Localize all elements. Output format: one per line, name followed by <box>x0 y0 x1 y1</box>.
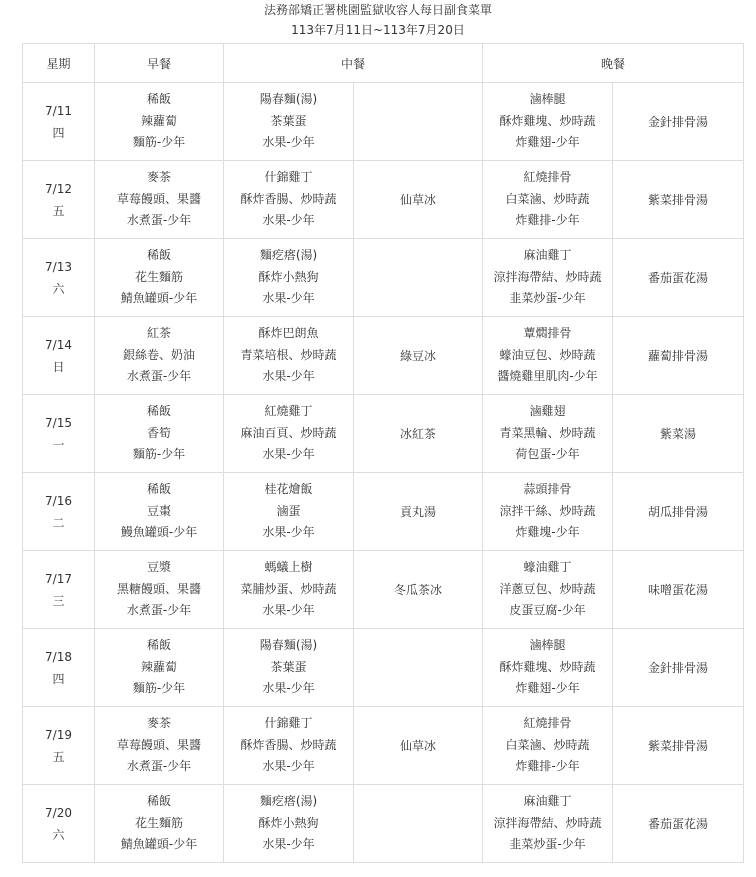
lunch-cell-list <box>224 89 353 154</box>
soup-cell: 金針排骨湯 <box>613 629 744 707</box>
page-header <box>0 0 756 40</box>
lunch-cell <box>224 161 354 239</box>
date-label: 7/15 <box>45 415 72 430</box>
menu-item: 紅燒雞丁 <box>264 404 313 419</box>
menu-item: 麻油雞丁 <box>523 248 572 263</box>
lunch-extra-cell <box>354 785 483 863</box>
table-row <box>23 395 744 473</box>
menu-item: 滷棒腿 <box>529 92 566 107</box>
menu-item: 稀飯 <box>146 248 171 263</box>
date-label: 7/14 <box>45 337 72 352</box>
menu-item: 白菜滷、炒時蔬 <box>505 737 590 752</box>
menu-item: 青菜黑輪、炒時蔬 <box>499 425 596 440</box>
menu-item: 韭菜炒蛋-少年 <box>509 291 586 306</box>
weekday-label: 四 <box>52 671 65 686</box>
menu-item: 什錦雞丁 <box>264 170 313 185</box>
breakfast-cell <box>95 161 224 239</box>
lunch-extra-cell: 冬瓜茶冰 <box>354 551 483 629</box>
menu-item: 豆棗 <box>146 503 171 518</box>
menu-item: 蒜頭排骨 <box>523 482 572 497</box>
lunch-cell-list <box>224 713 353 778</box>
breakfast-cell <box>95 317 224 395</box>
dinner-cell-list <box>483 323 612 388</box>
dinner-cell <box>483 161 613 239</box>
day-block <box>23 178 94 222</box>
menu-item: 紅茶 <box>146 326 171 341</box>
menu-item: 麵筋-少年 <box>132 135 186 150</box>
menu-item: 黑糖饅頭、果醬 <box>116 581 201 596</box>
lunch-cell <box>224 239 354 317</box>
menu-item: 水果-少年 <box>262 603 315 618</box>
weekday-label: 一 <box>52 437 65 452</box>
table-row <box>23 785 744 863</box>
lunch-cell-list <box>224 479 353 544</box>
menu-item: 水煮蛋-少年 <box>126 369 192 384</box>
menu-item: 滷雞翅 <box>529 404 566 419</box>
table-row <box>23 551 744 629</box>
breakfast-cell-list <box>95 635 223 700</box>
lunch-cell <box>224 707 354 785</box>
menu-item: 茶葉蛋 <box>270 113 307 128</box>
menu-item: 鯖魚罐頭-少年 <box>120 837 198 852</box>
menu-item: 菜脯炒蛋、炒時蔬 <box>240 581 337 596</box>
menu-item: 稀飯 <box>146 482 171 497</box>
day-block <box>23 412 94 456</box>
day-block <box>23 334 94 378</box>
breakfast-cell-list <box>95 713 223 778</box>
day-block <box>23 568 94 612</box>
breakfast-cell <box>95 239 224 317</box>
lunch-cell-list <box>224 245 353 310</box>
menu-item: 蠔油雞丁 <box>523 560 572 575</box>
menu-item: 稀飯 <box>146 404 171 419</box>
menu-item: 炸雞翅-少年 <box>515 681 580 696</box>
lunch-cell-list <box>224 635 353 700</box>
menu-item: 酥炸巴朗魚 <box>258 326 319 341</box>
date-label: 7/16 <box>45 493 72 508</box>
lunch-extra-cell: 仙草冰 <box>354 161 483 239</box>
menu-item: 洋蔥豆包、炒時蔬 <box>499 581 596 596</box>
menu-item: 水果-少年 <box>262 135 315 150</box>
weekday-cell <box>23 473 95 551</box>
menu-item: 草莓饅頭、果醬 <box>116 737 201 752</box>
header-row <box>23 44 744 83</box>
dinner-cell <box>483 317 613 395</box>
menu-item: 豆漿 <box>146 560 171 575</box>
menu-item: 蠔油豆包、炒時蔬 <box>499 347 596 362</box>
dinner-cell <box>483 83 613 161</box>
dinner-cell-list <box>483 89 612 154</box>
dinner-cell <box>483 239 613 317</box>
lunch-cell-list <box>224 323 353 388</box>
breakfast-cell <box>95 473 224 551</box>
menu-item: 炸雞排-少年 <box>515 759 580 774</box>
menu-item: 稀飯 <box>146 794 171 809</box>
menu-item: 紅燒排骨 <box>523 170 572 185</box>
date-label: 7/11 <box>45 103 72 118</box>
menu-item: 涼拌干絲、炒時蔬 <box>499 503 596 518</box>
breakfast-cell <box>95 629 224 707</box>
menu-item: 辣蘿蔔 <box>140 659 177 674</box>
weekday-cell <box>23 707 95 785</box>
weekday-label: 三 <box>52 593 65 608</box>
table-row <box>23 473 744 551</box>
breakfast-cell-list <box>95 401 223 466</box>
lunch-cell-list <box>224 791 353 856</box>
menu-item: 麥茶 <box>146 716 171 731</box>
soup-cell: 味噌蛋花湯 <box>613 551 744 629</box>
menu-item: 蕈燜排骨 <box>523 326 572 341</box>
menu-item: 青菜培根、炒時蔬 <box>240 347 337 362</box>
lunch-cell <box>224 629 354 707</box>
date-range: 113年7月11日~113年7月20日 <box>291 23 465 37</box>
menu-item: 麵疙瘩(湯) <box>259 248 318 263</box>
menu-item: 酥炸小熱狗 <box>258 815 319 830</box>
menu-item: 麻油雞丁 <box>523 794 572 809</box>
page-title: 法務部矯正署桃園監獄收容人每日副食菜單 <box>263 3 492 17</box>
date-label: 7/20 <box>45 805 72 820</box>
menu-item: 稀飯 <box>146 638 171 653</box>
header-breakfast: 早餐 <box>95 44 224 83</box>
weekday-cell <box>23 161 95 239</box>
dinner-cell-list <box>483 635 612 700</box>
table-row <box>23 239 744 317</box>
menu-item: 水果-少年 <box>262 369 315 384</box>
soup-cell: 紫菜排骨湯 <box>613 161 744 239</box>
dinner-cell-list <box>483 167 612 232</box>
menu-item: 什錦雞丁 <box>264 716 313 731</box>
menu-item: 草莓饅頭、果醬 <box>116 191 201 206</box>
dinner-cell <box>483 707 613 785</box>
menu-item: 花生麵筋 <box>134 815 183 830</box>
table-row <box>23 629 744 707</box>
breakfast-cell-list <box>95 791 223 856</box>
menu-item: 水果-少年 <box>262 447 315 462</box>
date-label: 7/17 <box>45 571 72 586</box>
breakfast-cell <box>95 551 224 629</box>
table-row <box>23 707 744 785</box>
menu-item: 紅燒排骨 <box>523 716 572 731</box>
lunch-cell <box>224 551 354 629</box>
lunch-extra-cell: 仙草冰 <box>354 707 483 785</box>
menu-item: 香筍 <box>146 425 171 440</box>
weekday-label: 四 <box>52 125 65 140</box>
date-label: 7/19 <box>45 727 72 742</box>
day-block <box>23 724 94 768</box>
menu-item: 水果-少年 <box>262 681 315 696</box>
menu-item: 涼拌海帶結、炒時蔬 <box>493 815 602 830</box>
dinner-cell-list <box>483 791 612 856</box>
table-row <box>23 83 744 161</box>
menu-item: 茶葉蛋 <box>270 659 307 674</box>
dinner-cell <box>483 395 613 473</box>
weekday-label: 日 <box>52 359 65 374</box>
weekday-cell <box>23 395 95 473</box>
menu-item: 酥炸小熱狗 <box>258 269 319 284</box>
weekday-label: 二 <box>52 515 65 530</box>
dinner-cell <box>483 551 613 629</box>
dinner-cell <box>483 473 613 551</box>
menu-item: 螞蟻上樹 <box>264 560 313 575</box>
table-row <box>23 317 744 395</box>
menu-item: 花生麵筋 <box>134 269 183 284</box>
menu-item: 陽春麵(湯) <box>259 92 318 107</box>
menu-item: 醬燒雞里肌肉-少年 <box>497 369 598 384</box>
weekday-label: 六 <box>52 827 65 842</box>
weekday-cell <box>23 239 95 317</box>
lunch-extra-cell <box>354 239 483 317</box>
menu-item: 炸雞排-少年 <box>515 213 580 228</box>
header-dinner: 晚餐 <box>483 44 744 83</box>
menu-item: 桂花燴飯 <box>264 482 313 497</box>
weekday-cell <box>23 629 95 707</box>
day-block <box>23 646 94 690</box>
header-lunch: 中餐 <box>224 44 483 83</box>
lunch-cell-list <box>224 401 353 466</box>
menu-item: 炸雞塊-少年 <box>515 525 580 540</box>
menu-item: 滷蛋 <box>276 503 301 518</box>
breakfast-cell-list <box>95 167 223 232</box>
menu-item: 麵筋-少年 <box>132 681 186 696</box>
soup-cell: 番茄蛋花湯 <box>613 239 744 317</box>
menu-item: 水果-少年 <box>262 213 315 228</box>
dinner-cell-list <box>483 245 612 310</box>
menu-item: 水煮蛋-少年 <box>126 213 192 228</box>
weekday-cell <box>23 785 95 863</box>
lunch-cell <box>224 83 354 161</box>
lunch-cell-list <box>224 167 353 232</box>
menu-body <box>23 83 744 863</box>
menu-item: 辣蘿蔔 <box>140 113 177 128</box>
breakfast-cell-list <box>95 323 223 388</box>
menu-item: 酥炸雞塊、炒時蔬 <box>499 659 596 674</box>
day-block <box>23 256 94 300</box>
lunch-extra-cell: 冰紅茶 <box>354 395 483 473</box>
menu-table <box>22 43 744 863</box>
dinner-cell-list <box>483 479 612 544</box>
menu-item: 水煮蛋-少年 <box>126 759 192 774</box>
weekday-cell <box>23 551 95 629</box>
breakfast-cell-list <box>95 557 223 622</box>
dinner-cell-list <box>483 713 612 778</box>
day-block <box>23 802 94 846</box>
menu-item: 麥茶 <box>146 170 171 185</box>
weekday-label: 五 <box>52 749 65 764</box>
lunch-extra-cell: 貢丸湯 <box>354 473 483 551</box>
dinner-cell <box>483 629 613 707</box>
soup-cell: 紫菜湯 <box>613 395 744 473</box>
menu-item: 麻油百頁、炒時蔬 <box>240 425 337 440</box>
date-label: 7/18 <box>45 649 72 664</box>
menu-item: 稀飯 <box>146 92 171 107</box>
menu-item: 麵疙瘩(湯) <box>259 794 318 809</box>
menu-item: 韭菜炒蛋-少年 <box>509 837 586 852</box>
lunch-cell-list <box>224 557 353 622</box>
menu-item: 水煮蛋-少年 <box>126 603 192 618</box>
soup-cell: 金針排骨湯 <box>613 83 744 161</box>
menu-item: 水果-少年 <box>262 759 315 774</box>
lunch-cell <box>224 395 354 473</box>
breakfast-cell <box>95 395 224 473</box>
weekday-label: 五 <box>52 203 65 218</box>
soup-cell: 番茄蛋花湯 <box>613 785 744 863</box>
weekday-cell <box>23 83 95 161</box>
menu-item: 白菜滷、炒時蔬 <box>505 191 590 206</box>
dinner-cell-list <box>483 557 612 622</box>
menu-item: 銀絲卷、奶油 <box>122 347 195 362</box>
date-label: 7/13 <box>45 259 72 274</box>
menu-item: 鯖魚罐頭-少年 <box>120 291 198 306</box>
menu-item: 水果-少年 <box>262 837 315 852</box>
dinner-cell <box>483 785 613 863</box>
weekday-label: 六 <box>52 281 65 296</box>
breakfast-cell-list <box>95 479 223 544</box>
lunch-extra-cell <box>354 83 483 161</box>
day-block <box>23 490 94 534</box>
soup-cell: 紫菜排骨湯 <box>613 707 744 785</box>
soup-cell: 蘿蔔排骨湯 <box>613 317 744 395</box>
menu-item: 滷棒腿 <box>529 638 566 653</box>
weekday-cell <box>23 317 95 395</box>
breakfast-cell <box>95 707 224 785</box>
breakfast-cell <box>95 83 224 161</box>
date-label: 7/12 <box>45 181 72 196</box>
menu-item: 酥炸雞塊、炒時蔬 <box>499 113 596 128</box>
breakfast-cell-list <box>95 89 223 154</box>
soup-cell: 胡瓜排骨湯 <box>613 473 744 551</box>
menu-item: 鰻魚罐頭-少年 <box>120 525 198 540</box>
menu-item: 酥炸香腸、炒時蔬 <box>240 737 337 752</box>
menu-item: 陽春麵(湯) <box>259 638 318 653</box>
lunch-cell <box>224 473 354 551</box>
header-weekday: 星期 <box>23 44 95 83</box>
menu-item: 水果-少年 <box>262 525 315 540</box>
menu-item: 酥炸香腸、炒時蔬 <box>240 191 337 206</box>
lunch-extra-cell <box>354 629 483 707</box>
breakfast-cell <box>95 785 224 863</box>
lunch-extra-cell: 綠豆冰 <box>354 317 483 395</box>
menu-item: 水果-少年 <box>262 291 315 306</box>
lunch-cell <box>224 785 354 863</box>
lunch-cell <box>224 317 354 395</box>
breakfast-cell-list <box>95 245 223 310</box>
table-row <box>23 161 744 239</box>
day-block <box>23 100 94 144</box>
menu-item: 荷包蛋-少年 <box>515 447 580 462</box>
dinner-cell-list <box>483 401 612 466</box>
menu-item: 皮蛋豆腐-少年 <box>509 603 586 618</box>
menu-item: 涼拌海帶結、炒時蔬 <box>493 269 602 284</box>
menu-item: 麵筋-少年 <box>132 447 186 462</box>
menu-item: 炸雞翅-少年 <box>515 135 580 150</box>
